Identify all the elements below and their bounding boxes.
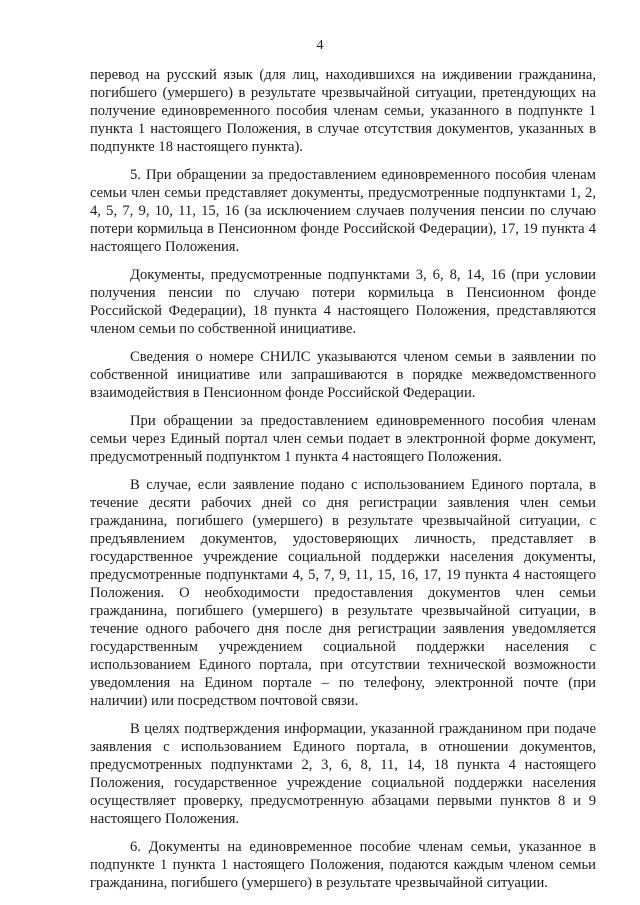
paragraph-optional-documents: Документы, предусмотренные подпунктами 3, 6, 8, 14, 16 (при условии получения пенсии по случаю потери кормильца в Пенсионном фонде Российской Федерации), 18 пункта 4 настоящего Положения, представляются членом семьи по собственной инициативе. [90, 267, 596, 337]
document-body [90, 66, 596, 902]
paragraph-snils: Сведения о номере СНИЛС указываются членом семьи в заявлении по собственной инициативе или запрашиваются в порядке межведомственного взаимодействия в Пенсионном фонде Российской Федерации. [90, 349, 596, 401]
paragraph-portal-documents: В случае, если заявление подано с использованием Единого портала, в течение десяти рабочих дней со дня регистрации заявления член семьи гражданина, погибшего (умершего) в результате чрезвычайной ситуации, с предъявлением документов, удостоверяющих личность, представляет в государственное учреждение социальной поддержки населения документы, предусмотренные подпунктами 4, 5, 7, 9, 11, 15, 16, 17, 19 пункта 4 настоящего Положения. О необходимости предоставления документов член семьи гражданина, погибшего (умершего) в результате чрезвычайной ситуации, в течение одного рабочего дня после дня регистрации заявления уведомляется государственным учреждением социальной поддержки населения с использованием Единого портала, при отсутствии технической возможности уведомления на Едином портале – по телефону, электронной почте (при наличии) или посредством почтовой связи. [90, 477, 596, 709]
paragraph-item-5: 5. При обращении за предоставлением единовременного пособия членам семьи член семьи представляет документы, предусмотренные подпунктами 1, 2, 4, 5, 7, 9, 10, 11, 15, 16 (за исключением случаев получения пенсии по случаю потери кормильца в Пенсионном фонде Российской Федерации), 17, 19 пункта 4 настоящего Положения. [90, 167, 596, 255]
paragraph-portal-submission: При обращении за предоставлением единовременного пособия членам семьи через Единый портал член семьи подает в электронной форме документ, предусмотренный подпунктом 1 пункта 4 настоящего Положения. [90, 413, 596, 465]
paragraph-continuation: перевод на русский язык (для лиц, находившихся на иждивении гражданина, погибшего (умершего) в результате чрезвычайной ситуации, претендующих на получение единовременного пособия членам семьи, указанного в подпункте 1 пункта 1 настоящего Положения, в случае отсутствия документов, указанных в подпункте 18 настоящего пункта). [90, 67, 596, 155]
paragraph-item-6: 6. Документы на единовременное пособие членам семьи, указанное в подпункте 1 пункта 1 настоящего Положения, подаются каждым членом семьи гражданина, погибшего (умершего) в результате чрезвычайной ситуации. [90, 839, 596, 891]
paragraph-verification: В целях подтверждения информации, указанной гражданином при подаче заявления с использованием Единого портала, в отношении документов, предусмотренных подпунктами 2, 3, 6, 8, 11, 14, 18 пункта 4 настоящего Положения, государственное учреждение социальной поддержки населения осуществляет проверку, предусмотренную абзацами первыми пунктов 8 и 9 настоящего Положения. [90, 721, 596, 827]
page-number: 4 [316, 38, 324, 53]
